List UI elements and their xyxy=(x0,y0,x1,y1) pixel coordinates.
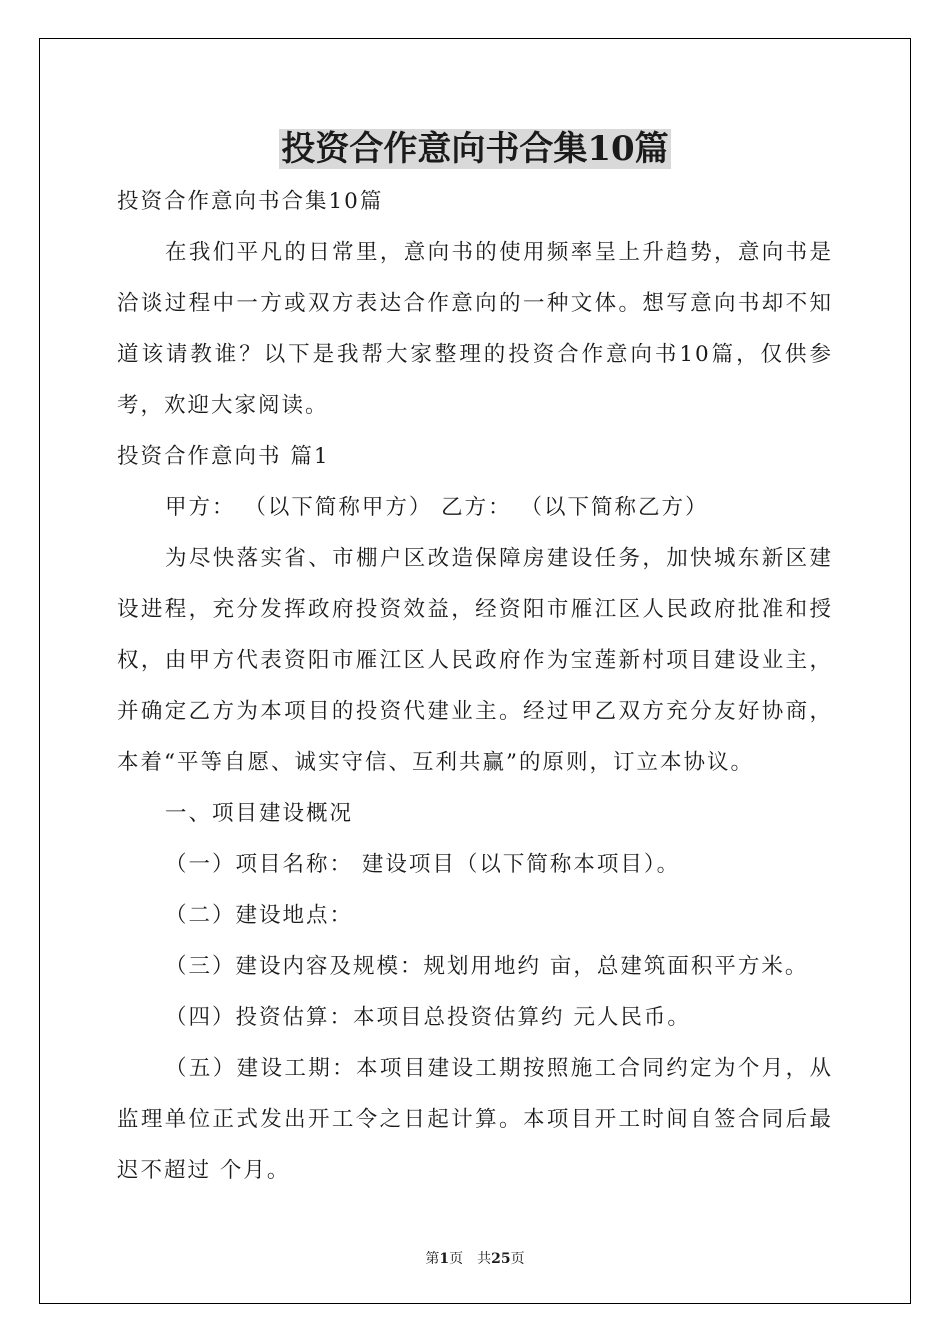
paragraph-project-location: （二）建设地点： xyxy=(165,903,354,928)
paragraph-project-name: （一）项目名称： 建设项目（以下简称本项目）。 xyxy=(165,852,681,877)
paragraph-preamble: 为尽快落实省、市棚户区改造保障房建设任务，加快城东新区建设进程，充分发挥政府投资效益，经资阳市雁江区人民政府批准和授权，由甲方代表资阳市雁江区人民政府作为宝莲新村项目建设业主，并确定乙方为本项目的投资代建业主。经过甲乙双方充分友好协商，本着“平等自愿、诚实守信、互利共赢”的原则，订立本协议。 xyxy=(117,546,833,775)
paragraph-subtitle: 投资合作意向书合集10篇 xyxy=(117,189,384,214)
paragraph-investment-estimate: （四）投资估算：本项目总投资估算约 元人民币。 xyxy=(165,1005,691,1030)
paragraph-construction-period: （五）建设工期：本项目建设工期按照施工合同约定为个月，从监理单位正式发出开工令之日起计算。本项目开工时间自签合同后最迟不超过 个月。 xyxy=(117,1056,833,1183)
footer-total-pages: 25 xyxy=(491,1251,511,1267)
document-body xyxy=(117,176,833,1196)
footer-prefix: 第 xyxy=(425,1251,440,1267)
footer-suffix: 页 xyxy=(510,1251,525,1267)
document-title xyxy=(0,124,950,174)
footer-page-number: 1 xyxy=(439,1251,450,1267)
paragraph-section-heading: 投资合作意向书 篇1 xyxy=(117,444,330,469)
footer-mid: 页 共 xyxy=(449,1251,492,1267)
document-title-text: 投资合作意向书合集10篇 xyxy=(281,129,669,169)
paragraph-parties: 甲方： （以下简称甲方） 乙方： （以下简称乙方） xyxy=(165,495,709,520)
paragraph-intro: 在我们平凡的日常里，意向书的使用频率呈上升趋势，意向书是洽谈过程中一方或双方表达合作意向的一种文体。想写意向书却不知道该请教谁？以下是我帮大家整理的投资合作意向书10篇，仅供参考，欢迎大家阅读。 xyxy=(117,240,833,418)
page-footer xyxy=(0,1250,950,1268)
paragraph-overview-heading: 一、项目建设概况 xyxy=(165,801,354,826)
paragraph-project-scale: （三）建设内容及规模：规划用地约 亩，总建筑面积平方米。 xyxy=(165,954,809,979)
